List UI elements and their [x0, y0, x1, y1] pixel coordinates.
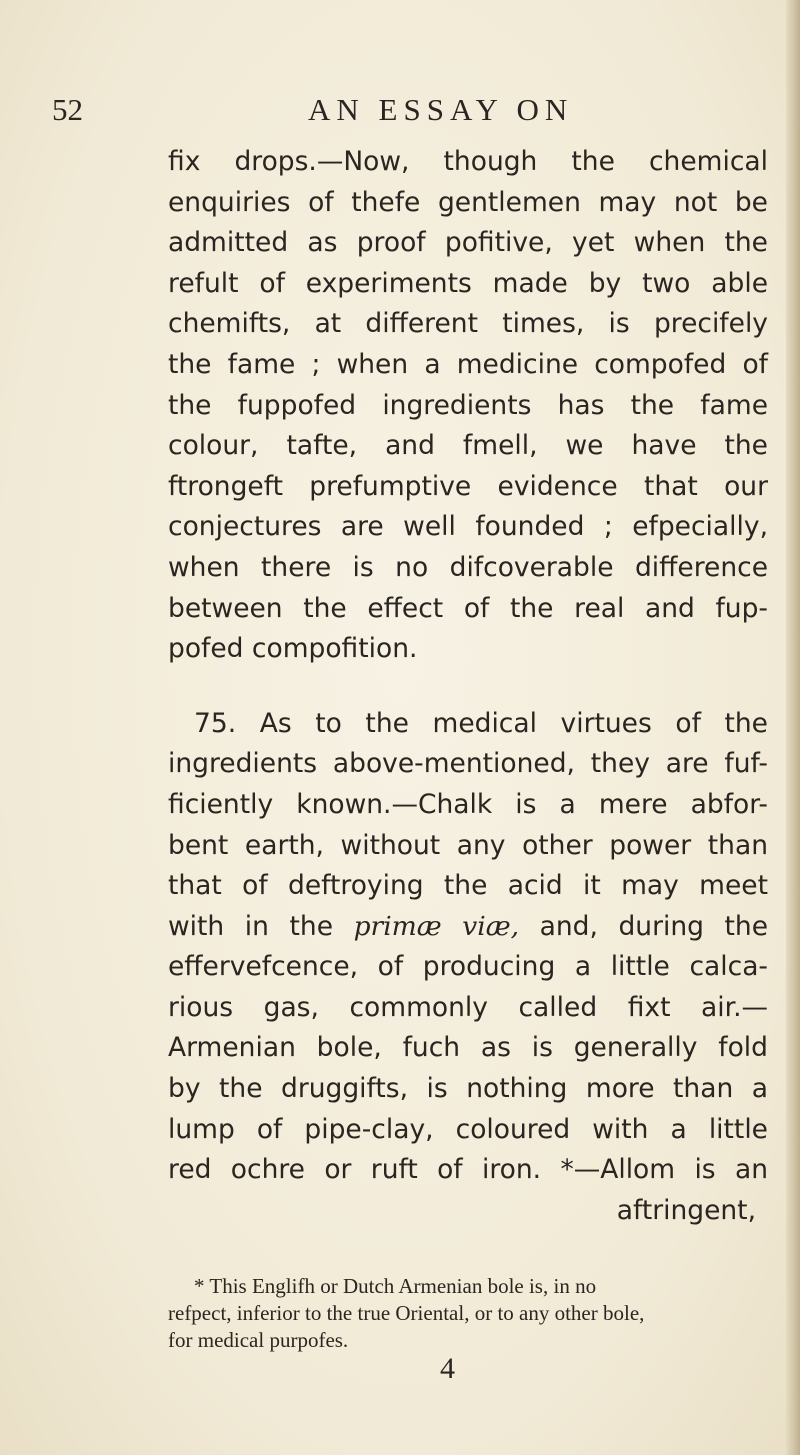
text-line: rious gas, commonly called fixt air.— [168, 991, 768, 1023]
text-line: admitted as proof pofitive, yet when the [168, 227, 768, 259]
text-line: lump of pipe-clay, coloured with a little [168, 1113, 768, 1145]
text-line: the fame ; when a medicine compofed of [168, 348, 768, 380]
latin-phrase: primæ viæ, [353, 910, 520, 942]
paragraph-75-first-line: 75. As to the medical virtues of the [194, 707, 768, 739]
text-line: colour, tafte, and fmell, we have the [168, 430, 768, 462]
text-line: that of deftroying the acid it may meet [168, 870, 768, 902]
paragraph-gap [168, 670, 768, 704]
text-line: red ochre or ruft of iron. *—Allom is an [168, 1154, 768, 1186]
text-line: ficiently known.—Chalk is a mere abfor- [168, 788, 768, 820]
text-line: bent earth, without any other power than [168, 829, 768, 861]
text-line: by the druggifts, is nothing more than a [168, 1073, 768, 1105]
footnote-line: refpect, inferior to the true Oriental, or to any other bole, [168, 1301, 645, 1325]
body-text [168, 142, 768, 1231]
text-line: ftrongeft prefumptive evidence that our [168, 470, 768, 502]
text-line: when there is no difcoverable difference [168, 551, 768, 583]
text-line: fix drops.—Now, though the chemical [168, 146, 768, 177]
catch-line: aftringent, [616, 1194, 756, 1226]
text-line: refult of experiments made by two able [168, 267, 768, 299]
text-line: pofed compofition. [168, 633, 418, 665]
text-line: conjectures are well founded ; efpecially, [168, 511, 768, 543]
signature-mark: 4 [440, 1352, 455, 1385]
text-fragment: with in the [168, 910, 354, 942]
text-line: Armenian bole, fuch as is generally fold [168, 1032, 768, 1064]
running-title: AN ESSAY ON [308, 92, 574, 127]
text-line: between the effect of the real and fup- [168, 592, 768, 624]
text-line: effervefcence, of producing a little calca- [168, 951, 768, 983]
page-number: 52 [52, 92, 83, 127]
text-line: ingredients above-mentioned, they are fuf- [168, 748, 768, 780]
page-edge [786, 0, 800, 1455]
text-line: enquiries of thefe gentlemen may not be [168, 186, 768, 218]
footnote-line: for medical purpofes. [168, 1328, 349, 1352]
text-line: chemifts, at different times, is precifely [168, 308, 768, 340]
footnote [168, 1273, 768, 1354]
text-fragment: and, during the [519, 910, 768, 942]
text-line: the fuppofed ingredients has the fame [168, 389, 768, 421]
text-line-with-italic [168, 907, 768, 948]
running-head [52, 92, 772, 132]
footnote-line: * This Englifh or Dutch Armenian bole is, in no [194, 1274, 597, 1298]
